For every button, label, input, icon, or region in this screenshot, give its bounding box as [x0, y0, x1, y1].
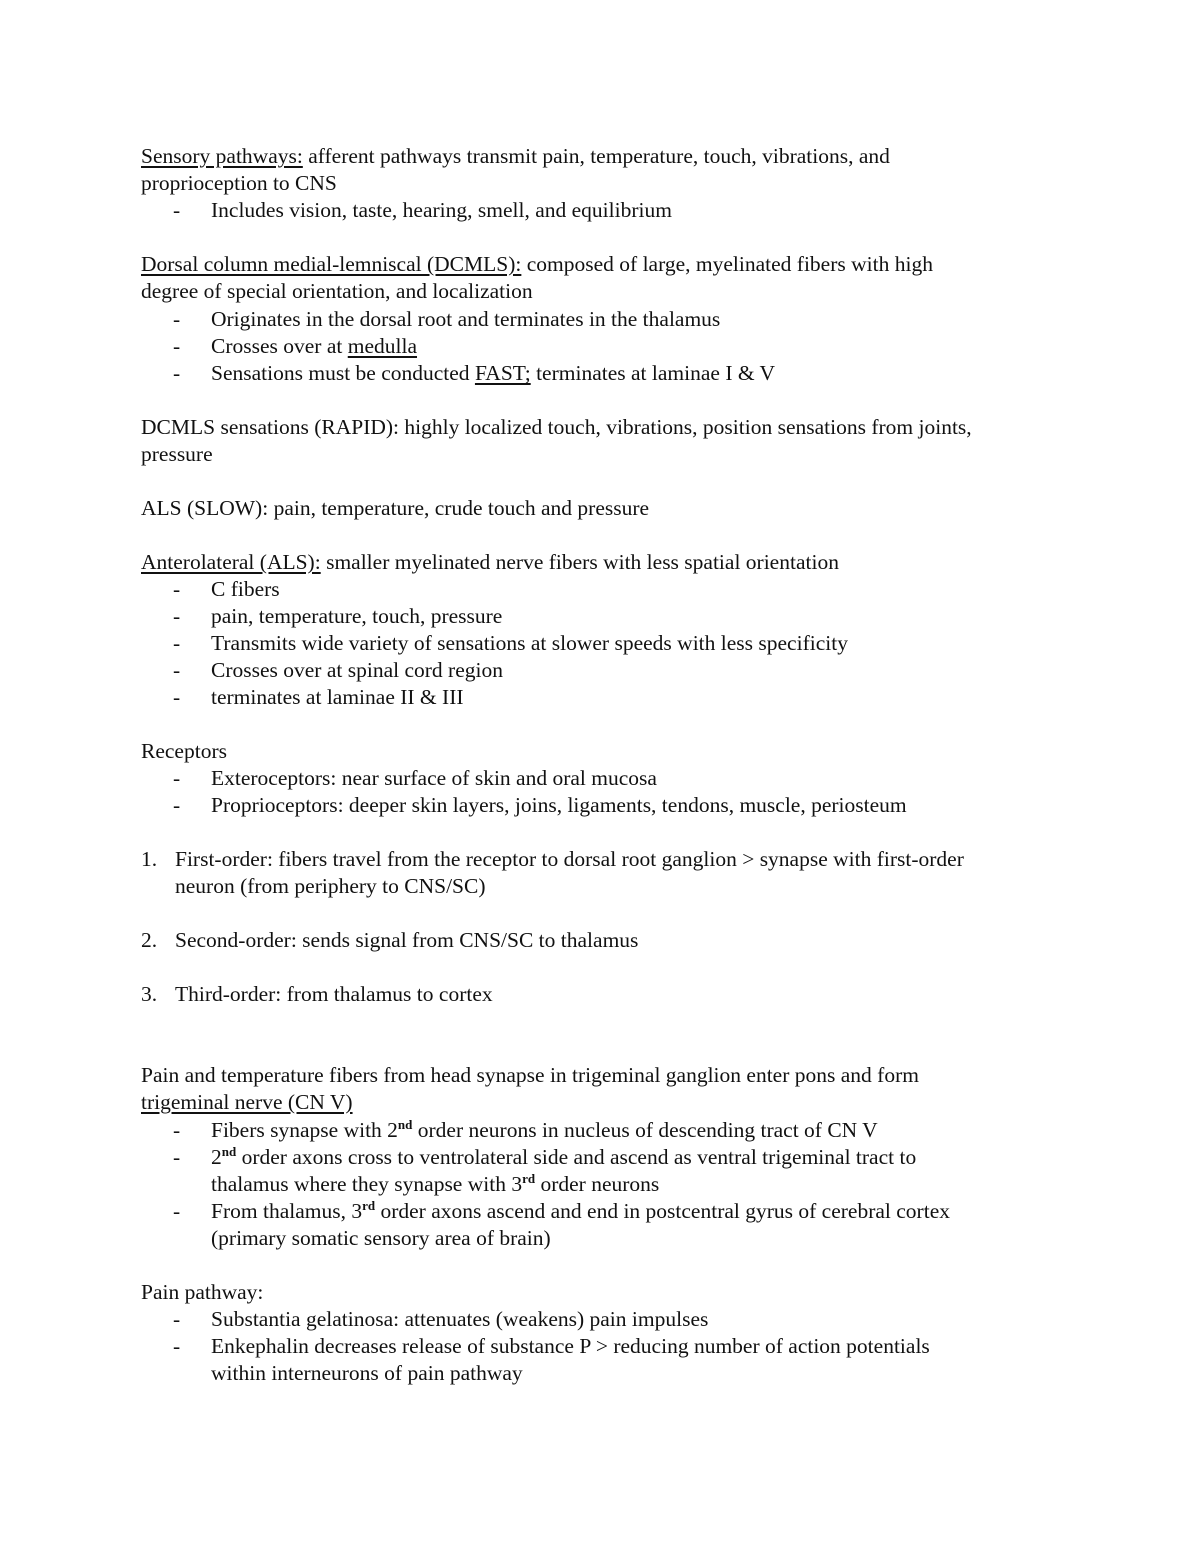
trigeminal-bullet-1-a: Fibers synapse with 2: [211, 1118, 398, 1142]
trigeminal-nerve-term: trigeminal nerve (CN V): [141, 1090, 353, 1114]
pain-pathway-bullet-1: Substantia gelatinosa: attenuates (weakens) pain impulses: [211, 1307, 709, 1331]
bullet-marker: -: [173, 307, 181, 331]
second-order-line: Second-order: sends signal from CNS/SC to thalamus: [175, 928, 639, 952]
sensory-pathways-line: [141, 143, 890, 170]
bullet-marker: -: [173, 1199, 181, 1223]
bullet-marker: -: [173, 766, 181, 790]
trigeminal-bullet-3-cont: (primary somatic sensory area of brain): [211, 1226, 551, 1250]
dcmls-sensations-line-1: DCMLS sensations (RAPID): highly localized touch, vibrations, position sensations from joints,: [141, 415, 972, 439]
pain-pathway-bullet-2-cont: within interneurons of pain pathway: [211, 1361, 523, 1385]
dcmls-line: [141, 251, 933, 278]
als-bullet-1: C fibers: [211, 577, 280, 601]
bullet-marker: -: [173, 685, 181, 709]
superscript: rd: [522, 1171, 536, 1186]
bullet-marker: -: [173, 1145, 181, 1169]
bullet-marker: -: [173, 1334, 181, 1358]
trigeminal-bullet-1: [211, 1117, 878, 1144]
dcmls-bullet-1: Originates in the dorsal root and terminates in the thalamus: [211, 307, 721, 331]
als-bullet-2: pain, temperature, touch, pressure: [211, 604, 503, 628]
trigeminal-bullet-1-b: order neurons in nucleus of descending tract of CN V: [412, 1118, 878, 1142]
dcmls-heading: Dorsal column medial-lemniscal (DCMLS):: [141, 252, 522, 276]
pain-temp-line-2: [141, 1089, 353, 1116]
als-bullet-4: Crosses over at spinal cord region: [211, 658, 503, 682]
list-number-1: 1.: [141, 847, 158, 871]
medulla-term: medulla: [347, 334, 418, 358]
pain-pathway-bullet-2: Enkephalin decreases release of substance P > reducing number of action potentials: [211, 1334, 930, 1358]
trigeminal-bullet-3-b: order axons ascend and end in postcentral gyrus of cerebral cortex: [375, 1199, 950, 1223]
dcmls-intro: composed of large, myelinated fibers with high: [521, 252, 933, 276]
receptors-heading: Receptors: [141, 739, 227, 763]
dcmls-sensations-line-2: pressure: [141, 442, 213, 466]
bullet-marker: -: [173, 1118, 181, 1142]
list-number-2: 2.: [141, 928, 158, 952]
first-order-line-1: First-order: fibers travel from the receptor to dorsal root ganglion > synapse with first-order: [175, 847, 964, 871]
dcmls-bullet-3-end: terminates at laminae I & V: [530, 361, 776, 385]
als-bullet-3: Transmits wide variety of sensations at slower speeds with less specificity: [211, 631, 848, 655]
bullet-marker: -: [173, 198, 181, 222]
als-slow-line: ALS (SLOW): pain, temperature, crude touch and pressure: [141, 496, 650, 520]
sensory-pathways-heading: Sensory pathways:: [141, 144, 303, 168]
trigeminal-bullet-3-a: From thalamus, 3: [211, 1199, 363, 1223]
superscript: nd: [397, 1117, 413, 1132]
anterolateral-line: [141, 549, 839, 576]
bullet-marker: -: [173, 631, 181, 655]
bullet-marker: -: [173, 361, 181, 385]
bullet-marker: -: [173, 1307, 181, 1331]
dcmls-bullet-3-text: Sensations must be conducted: [211, 361, 475, 385]
trigeminal-bullet-3: [211, 1198, 950, 1225]
superscript: nd: [221, 1144, 237, 1159]
anterolateral-intro: smaller myelinated nerve fibers with less spatial orientation: [320, 550, 839, 574]
dcmls-intro-cont: degree of special orientation, and localization: [141, 279, 533, 303]
trigeminal-bullet-2-b: order axons cross to ventrolateral side and ascend as ventral trigeminal tract to: [236, 1145, 917, 1169]
sensory-pathways-intro: afferent pathways transmit pain, temperature, touch, vibrations, and: [302, 144, 890, 168]
pain-temp-line-1: Pain and temperature fibers from head synapse in trigeminal ganglion enter pons and form: [141, 1063, 919, 1087]
trigeminal-bullet-2-c: thalamus where they synapse with 3: [211, 1172, 523, 1196]
third-order-line: Third-order: from thalamus to cortex: [175, 982, 493, 1006]
als-bullet-5: terminates at laminae II & III: [211, 685, 464, 709]
list-number-3: 3.: [141, 982, 158, 1006]
bullet-marker: -: [173, 334, 181, 358]
receptors-bullet-2: Proprioceptors: deeper skin layers, joins, ligaments, tendons, muscle, periosteum: [211, 793, 907, 817]
sensory-pathways-intro-cont: proprioception to CNS: [141, 171, 337, 195]
fast-term: FAST;: [474, 361, 531, 385]
superscript: rd: [362, 1198, 376, 1213]
dcmls-bullet-2: [211, 333, 417, 360]
trigeminal-bullet-2-a: 2: [211, 1145, 222, 1169]
dcmls-bullet-2-text: Crosses over at: [211, 334, 348, 358]
receptors-bullet-1: Exteroceptors: near surface of skin and oral mucosa: [211, 766, 657, 790]
sensory-bullet-1: Includes vision, taste, hearing, smell, and equilibrium: [211, 198, 672, 222]
pain-pathway-heading: Pain pathway:: [141, 1280, 264, 1304]
trigeminal-bullet-2-d: order neurons: [535, 1172, 660, 1196]
bullet-marker: -: [173, 604, 181, 628]
first-order-line-2: neuron (from periphery to CNS/SC): [175, 874, 486, 898]
trigeminal-bullet-2-cont: [211, 1171, 659, 1198]
bullet-marker: -: [173, 658, 181, 682]
dcmls-bullet-3: [211, 360, 775, 387]
bullet-marker: -: [173, 577, 181, 601]
bullet-marker: -: [173, 793, 181, 817]
trigeminal-bullet-2: [211, 1144, 916, 1171]
anterolateral-heading: Anterolateral (ALS):: [141, 550, 321, 574]
